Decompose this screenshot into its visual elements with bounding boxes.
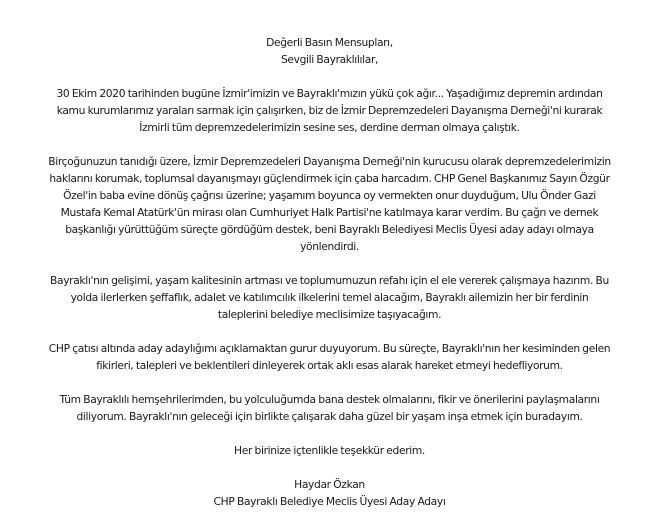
- greeting-line-1: Değerli Basın Mensupları,: [266, 36, 393, 49]
- paragraph-line: Mustafa Kemal Atatürk'ün mirası olan Cumhuriyet Halk Partisi'ne katılmaya karar verdim. Bu çağrı ve dernek: [60, 206, 599, 219]
- spacer: [10, 323, 649, 340]
- paragraph-line: CHP çatısı altında aday adaylığımı açıklamaktan gurur duyuyorum. Bu süreçte, Bayraklı'nın her kesiminden gelen: [48, 342, 611, 355]
- spacer: [10, 459, 649, 476]
- signature-title: CHP Bayraklı Belediye Meclis Üyesi Aday Adayı: [213, 495, 446, 508]
- paragraph-2: [10, 153, 649, 255]
- spacer: [10, 68, 649, 85]
- spacer: [10, 136, 649, 153]
- spacer: [10, 255, 649, 272]
- paragraph-line: Bayraklı'nın gelişimi, yaşam kalitesinin artması ve toplumumuzun refahı için el ele vererek çalışmaya hazırım. Bu: [50, 274, 609, 287]
- paragraph-line: fikirleri, talepleri ve beklentileri dinleyerek ortak aklı esas alarak hareket etmeyi hedefliyorum.: [96, 359, 563, 372]
- paragraph-3: [10, 272, 649, 323]
- spacer: [10, 374, 649, 391]
- paragraph-line: 30 Ekim 2020 tarihinden bugüne İzmir'imizin ve Bayraklı'mızın yükü çok ağır... Yaşadığımız depremin ardından: [56, 87, 603, 100]
- paragraph-line: başkanlığı yürüttüğüm süreçte gördüğüm destek, beni Bayraklı Belediyesi Meclis Üyesi aday adayı olmaya: [65, 223, 594, 236]
- thanks-line: Her birinize içtenlikle teşekkür ederim.: [234, 444, 425, 457]
- paragraph-line: diliyorum. Bayraklı'nın geleceği için birlikte çalışarak daha güzel bir yaşam inşa etmek için buradayım.: [76, 410, 583, 423]
- paragraph-line: Tüm Bayraklılı hemşehrilerimden, bu yolculuğumda bana destek olmalarını, fikir ve önerilerini paylaşmalarını: [59, 393, 600, 406]
- press-letter: [10, 34, 649, 510]
- paragraph-5: [10, 391, 649, 425]
- paragraph-1: [10, 85, 649, 136]
- greeting-line-2: Sevgili Bayraklılılar,: [280, 53, 379, 66]
- paragraph-4: [10, 340, 649, 374]
- paragraph-line: Özel'in baba evine dönüş çağrısı üzerine; yaşamım boyunca oy vermekten onur duyduğum, Ulu Önder Gazi: [63, 189, 596, 202]
- paragraph-line: taleplerini belediye meclisimize taşıyacağım.: [217, 308, 442, 321]
- paragraph-line: kamu kurumlarımız yaraları sarmak için çalışırken, biz de İzmir Depremzedeleri Dayanışma Derneği'ni kurarak: [56, 104, 603, 117]
- paragraph-line: haklarını korumak, toplumsal dayanışmayı güçlendirmek için çaba harcadım. CHP Genel Başkanımız Sayın Özgür: [49, 172, 610, 185]
- paragraph-line: yolda ilerlerken şeffaflık, adalet ve katılımcılık ilkelerini temel alacağım, Bayraklı ailemizin her bir ferdinin: [70, 291, 589, 304]
- paragraph-line: İzmirli tüm depremzedelerimizin sesine ses, derdine derman olmaya çalıştık.: [139, 121, 520, 134]
- spacer: [10, 425, 649, 442]
- paragraph-line: Birçoğunuzun tanıdığı üzere, İzmir Depremzedeleri Dayanışma Derneği'nin kurucusu olarak depremzedelerimizin: [48, 155, 611, 168]
- paragraph-line: yönlendirdi.: [300, 240, 359, 253]
- signature-name: Haydar Özkan: [294, 478, 365, 491]
